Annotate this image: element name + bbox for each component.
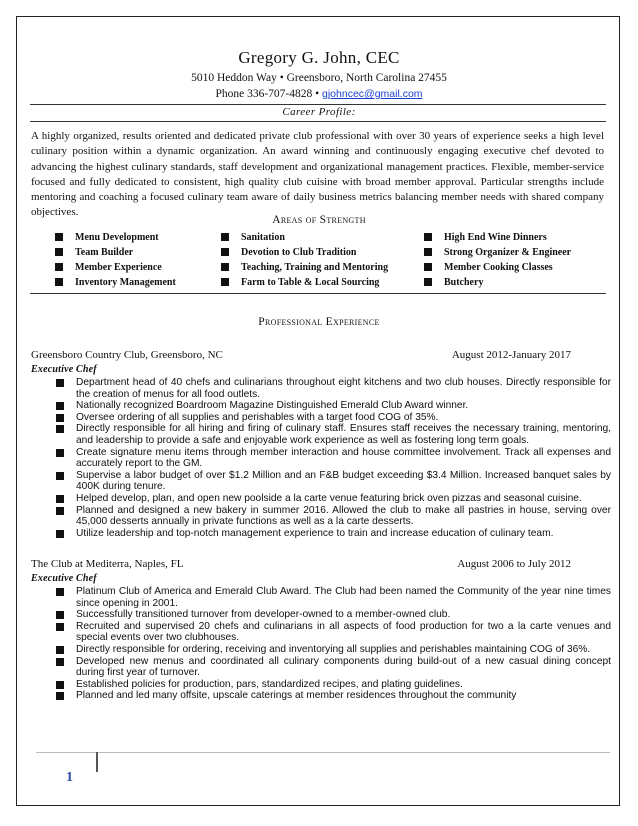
list-item: Directly responsible for ordering, receiving and inventorying all supplies and perishables maintaining COG of 36%. bbox=[56, 644, 611, 656]
square-bullet-icon bbox=[56, 646, 64, 654]
square-bullet-icon bbox=[56, 530, 64, 538]
square-bullet-icon bbox=[56, 414, 64, 422]
strength-item: Sanitation bbox=[221, 230, 388, 245]
job-dates: August 2012-January 2017 bbox=[451, 349, 571, 361]
strength-item: Inventory Management bbox=[55, 275, 176, 290]
list-item: Nationally recognized Boardroom Magazine Distinguished Emerald Club Award winner. bbox=[56, 400, 611, 412]
email-link[interactable]: gjohncec@gmail.com bbox=[322, 88, 423, 100]
square-bullet-icon bbox=[55, 263, 63, 271]
job-role: Executive Chef bbox=[31, 364, 97, 375]
square-bullet-icon bbox=[221, 248, 229, 256]
list-item: Department head of 40 chefs and culinarians throughout eight kitchens and two club houses. Directly responsible for the creation of menus for all food outlets. bbox=[56, 377, 611, 400]
strength-item: Member Cooking Classes bbox=[424, 260, 571, 275]
strength-item: Teaching, Training and Mentoring bbox=[221, 260, 388, 275]
career-profile-title: Career Profile: bbox=[282, 106, 356, 118]
square-bullet-icon bbox=[424, 278, 432, 286]
contact-line bbox=[0, 88, 638, 100]
list-item: Established policies for production, pars, standardized recipes, and plating guidelines. bbox=[56, 679, 611, 691]
strength-item: Menu Development bbox=[55, 230, 176, 245]
square-bullet-icon bbox=[56, 658, 64, 666]
list-item: Developed new menus and coordinated all culinary components during build-out of a new casual dining concept during first year of turnover. bbox=[56, 656, 611, 679]
square-bullet-icon bbox=[221, 263, 229, 271]
profile-summary: A highly organized, results oriented and dedicated private club professional with over 30 years of experience seeks a high level culinary position within a dynamic organization. An award winning and continuously engaging executive chef devoted to advancing the highest culinary standards, staff development and organizational management practices. Flexible, member-service focused and fully dedicated to consistent, high quality club cuisine with broad member approval. Particular strengths include mentoring and coaching a focused culinary team aware of daily business metrics balancing member needs with shared company objectives. bbox=[31, 130, 604, 219]
header-rule bbox=[30, 104, 606, 105]
list-item: Supervise a labor budget of over $1.2 Million and an F&B budget exceeding $3.4 Million. Increased banquet sales by 400K during tenure. bbox=[56, 470, 611, 493]
square-bullet-icon bbox=[56, 588, 64, 596]
footer-rule bbox=[36, 752, 610, 753]
list-item: Recruited and supervised 20 chefs and culinarians in all aspects of food production for two a la carte venues and special events over two clubhouses. bbox=[56, 621, 611, 644]
list-item: Directly responsible for all hiring and firing of culinary staff. Ensures staff receives the necessary training, mentoring, and leadership to provide a safe and enjoyable work experience as well as fostering long term goals. bbox=[56, 423, 611, 446]
list-item: Helped develop, plan, and open new poolside a la carte venue featuring brick oven pizzas and seasonal cuisine. bbox=[56, 493, 611, 505]
list-item: Utilize leadership and top-notch management experience to train and increase education of culinary team. bbox=[56, 528, 611, 540]
square-bullet-icon bbox=[55, 278, 63, 286]
job-header bbox=[31, 349, 571, 361]
profile-rule bbox=[30, 121, 606, 122]
strength-item: Member Experience bbox=[55, 260, 176, 275]
strengths-column-3 bbox=[424, 230, 571, 290]
square-bullet-icon bbox=[56, 449, 64, 457]
list-item: Planned and designed a new bakery in summer 2016. Allowed the club to make all pastries in house, serving over 45,000 desserts annually in private functions as well as a la carte desserts. bbox=[56, 505, 611, 528]
square-bullet-icon bbox=[424, 263, 432, 271]
square-bullet-icon bbox=[55, 248, 63, 256]
square-bullet-icon bbox=[55, 233, 63, 241]
page-number: 1 bbox=[66, 770, 73, 785]
address: 5010 Heddon Way • Greensboro, North Carolina 27455 bbox=[191, 72, 447, 84]
strength-item: Farm to Table & Local Sourcing bbox=[221, 275, 388, 290]
job-organization: The Club at Mediterra, Naples, FL bbox=[31, 558, 184, 570]
experience-title: Professional Experience bbox=[258, 316, 380, 328]
job-organization: Greensboro Country Club, Greensboro, NC bbox=[31, 349, 223, 361]
square-bullet-icon bbox=[56, 623, 64, 631]
candidate-name: Gregory G. John, CEC bbox=[238, 48, 400, 67]
square-bullet-icon bbox=[56, 472, 64, 480]
square-bullet-icon bbox=[56, 692, 64, 700]
list-item: Create signature menu items through member interaction and house committee involvement. Track all expenses and accurately report to the GM. bbox=[56, 447, 611, 470]
job-dates: August 2006 to July 2012 bbox=[457, 558, 571, 570]
square-bullet-icon bbox=[221, 233, 229, 241]
strengths-column-1 bbox=[55, 230, 176, 290]
square-bullet-icon bbox=[56, 507, 64, 515]
square-bullet-icon bbox=[424, 233, 432, 241]
list-item: Platinum Club of America and Emerald Club Award. The Club had been named the Community of the year nine times since opening in 2001. bbox=[56, 586, 611, 609]
job-role: Executive Chef bbox=[31, 573, 97, 584]
footer-tick bbox=[96, 752, 98, 772]
square-bullet-icon bbox=[56, 425, 64, 433]
square-bullet-icon bbox=[56, 611, 64, 619]
strength-item: Butchery bbox=[424, 275, 571, 290]
strength-item: Strong Organizer & Engineer bbox=[424, 245, 571, 260]
square-bullet-icon bbox=[56, 402, 64, 410]
square-bullet-icon bbox=[424, 248, 432, 256]
strengths-column-2 bbox=[221, 230, 388, 290]
strengths-title: Areas of Strength bbox=[272, 214, 366, 226]
square-bullet-icon bbox=[56, 681, 64, 689]
list-item: Oversee ordering of all supplies and perishables with a target food COG of 35%. bbox=[56, 412, 611, 424]
square-bullet-icon bbox=[221, 278, 229, 286]
job-bullets bbox=[56, 586, 611, 702]
strengths-rule bbox=[30, 293, 606, 294]
strength-item: Devotion to Club Tradition bbox=[221, 245, 388, 260]
list-item: Planned and led many offsite, upscale caterings at member residences throughout the community bbox=[56, 690, 611, 702]
job-header bbox=[31, 558, 571, 570]
phone: Phone 336-707-4828 • bbox=[215, 88, 322, 100]
list-item: Successfully transitioned turnover from developer-owned to a member-owned club. bbox=[56, 609, 611, 621]
strength-item: Team Builder bbox=[55, 245, 176, 260]
strength-item: High End Wine Dinners bbox=[424, 230, 571, 245]
square-bullet-icon bbox=[56, 379, 64, 387]
square-bullet-icon bbox=[56, 495, 64, 503]
job-bullets bbox=[56, 377, 611, 539]
